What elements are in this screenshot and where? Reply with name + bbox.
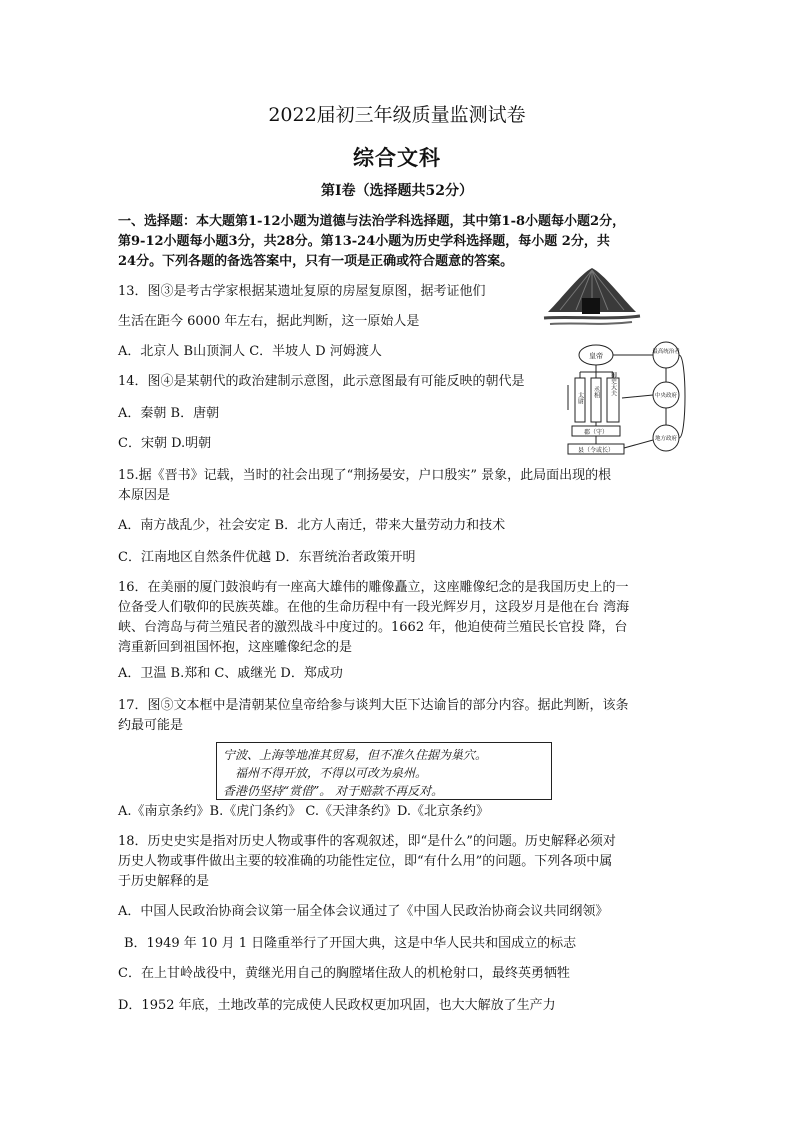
q13-stem-line2: 生活在距今 6000 年左右，据此判断，这一原始人是 xyxy=(118,314,420,329)
q16-stem-line: 峡、台湾岛与荷兰殖民者的激烈战斗中度过的。1662 年，他迫使荷兰殖民长官投 降，台 xyxy=(118,620,628,635)
q13-options: A．北京人 B山顶洞人 C．半坡人 D 河姆渡人 xyxy=(118,344,382,359)
q17-stem xyxy=(118,696,678,736)
q17-quote-line: 香港仍坚持“赏借”。 对于赔款不再反对。 xyxy=(223,784,444,798)
diagram-col2-label: 丞相 xyxy=(592,386,600,398)
q15-stem xyxy=(118,466,678,506)
q16-options: A．卫温 B.郑和 C、戚继光 D．郑成功 xyxy=(118,666,343,681)
diagram-county-label: 县（令或长） xyxy=(577,447,615,454)
q18-option-c: C．在上甘岭战役中，黄继光用自己的胸膛堵住敌人的机枪射口，最终英勇牺牲 xyxy=(118,966,570,981)
q14-stem: 14．图④是某朝代的政治建制示意图，此示意图最有可能反映的朝代是 xyxy=(118,374,525,389)
section-line: 一、选择题：本大题第1-12小题为道德与法治学科选择题，其中第1-8小题每小题2分， xyxy=(118,214,626,229)
q16-stem-line: 湾重新回到祖国怀抱，这座雕像纪念的是 xyxy=(118,640,353,655)
section-line: 第9-12小题每小题3分，共28分。第13-24小题为历史学科选择题，每小题 2分，共 xyxy=(118,234,610,249)
q18-stem-line: 历史人物或事件做出主要的较准确的功能性定位，即“有什么用”的问题。下列各项中属 xyxy=(118,854,613,869)
q14-options-2: C．宋朝 D.明朝 xyxy=(118,436,212,451)
subject-title: 综合文科 xyxy=(353,145,441,170)
q14-options-1: A．秦朝 B．唐朝 xyxy=(118,406,220,421)
q16-stem-line: 16．在美丽的厦门鼓浪屿有一座高大雄伟的雕像矗立，这座雕像纪念的是我国历史上的一 xyxy=(118,580,629,595)
q17-stem-line: 17．图⑤文本框中是清朝某位皇帝给参与谈判大臣下达谕旨的部分内容。据此判断，该条 xyxy=(118,698,629,713)
section-line: 24分。下列各题的备选答案中，只有一项是正确或符合题意的答案。 xyxy=(118,254,514,269)
q18-option-a: A．中国人民政治协商会议第一届全体会议通过了《中国人民政治协商会议共同纲领》 xyxy=(118,904,609,919)
q18-stem-line: 于历史解释的是 xyxy=(118,874,210,889)
q13-stem-line1: 13．图③是考古学家根据某遗址复原的房屋复原图，据考证他们 xyxy=(118,284,486,299)
q17-stem-line: 约最可能是 xyxy=(118,718,184,733)
q15-stem-line: 15.据《晋书》记载，当时的社会出现了“荆扬晏安，户口殷实” 景象，此局面出现的根 xyxy=(118,468,612,483)
diagram-col1-label: 太尉 xyxy=(576,392,584,404)
diagram-emperor-label: 皇帝 xyxy=(589,352,603,360)
top-ruler-node xyxy=(653,342,679,368)
q17-quote-line: 宁波、上海等地准其贸易，但不准久住据为巢穴。 xyxy=(223,748,488,762)
hut-illustration xyxy=(540,262,644,330)
q17-quote-line: 福州不得开放，不得以可改为泉州。 xyxy=(235,766,428,780)
exam-title: 2022届初三年级质量监测试卷 xyxy=(268,104,526,126)
political-system-diagram xyxy=(566,340,688,460)
diagram-local-label: 地方政府 xyxy=(654,436,678,442)
q16-stem xyxy=(118,578,678,658)
q15-options-1: A．南方战乱少，社会安定 B．北方人南迁，带来大量劳动力和技术 xyxy=(118,518,506,533)
q18-stem-line: 18．历史史实是指对历史人物或事件的客观叙述，即“是什么”的问题。历史解释必须对 xyxy=(118,834,616,849)
part-title: 第Ⅰ卷（选择题共52分） xyxy=(320,183,474,199)
q18-option-b: B．1949 年 10 月 1 日隆重举行了开国大典，这是中华人民共和国成立的标志 xyxy=(124,936,577,951)
q15-options-2: C．江南地区自然条件优越 D．东晋统治者政策开明 xyxy=(118,550,416,565)
q15-stem-line: 本原因是 xyxy=(118,488,171,503)
q16-stem-line: 位备受人们敬仰的民族英雄。在他的生命历程中有一段光辉岁月，这段岁月是他在台 湾海 xyxy=(118,600,630,615)
diagram-prefecture-label: 郡（守） xyxy=(583,429,609,436)
diagram-top-ruler-label: 最高统治者 xyxy=(652,349,680,355)
q18-option-d: D．1952 年底，土地改革的完成使人民政权更加巩固，也大大解放了生产力 xyxy=(118,998,556,1013)
q18-stem xyxy=(118,832,678,892)
diagram-col3-label: 御史大夫 xyxy=(609,372,617,396)
q17-options: A.《南京条约》B.《虎门条约》 C.《天津条约》D.《北京条约》 xyxy=(118,804,490,819)
diagram-central-label: 中央政府 xyxy=(654,393,678,399)
q17-quote-box xyxy=(216,742,552,800)
